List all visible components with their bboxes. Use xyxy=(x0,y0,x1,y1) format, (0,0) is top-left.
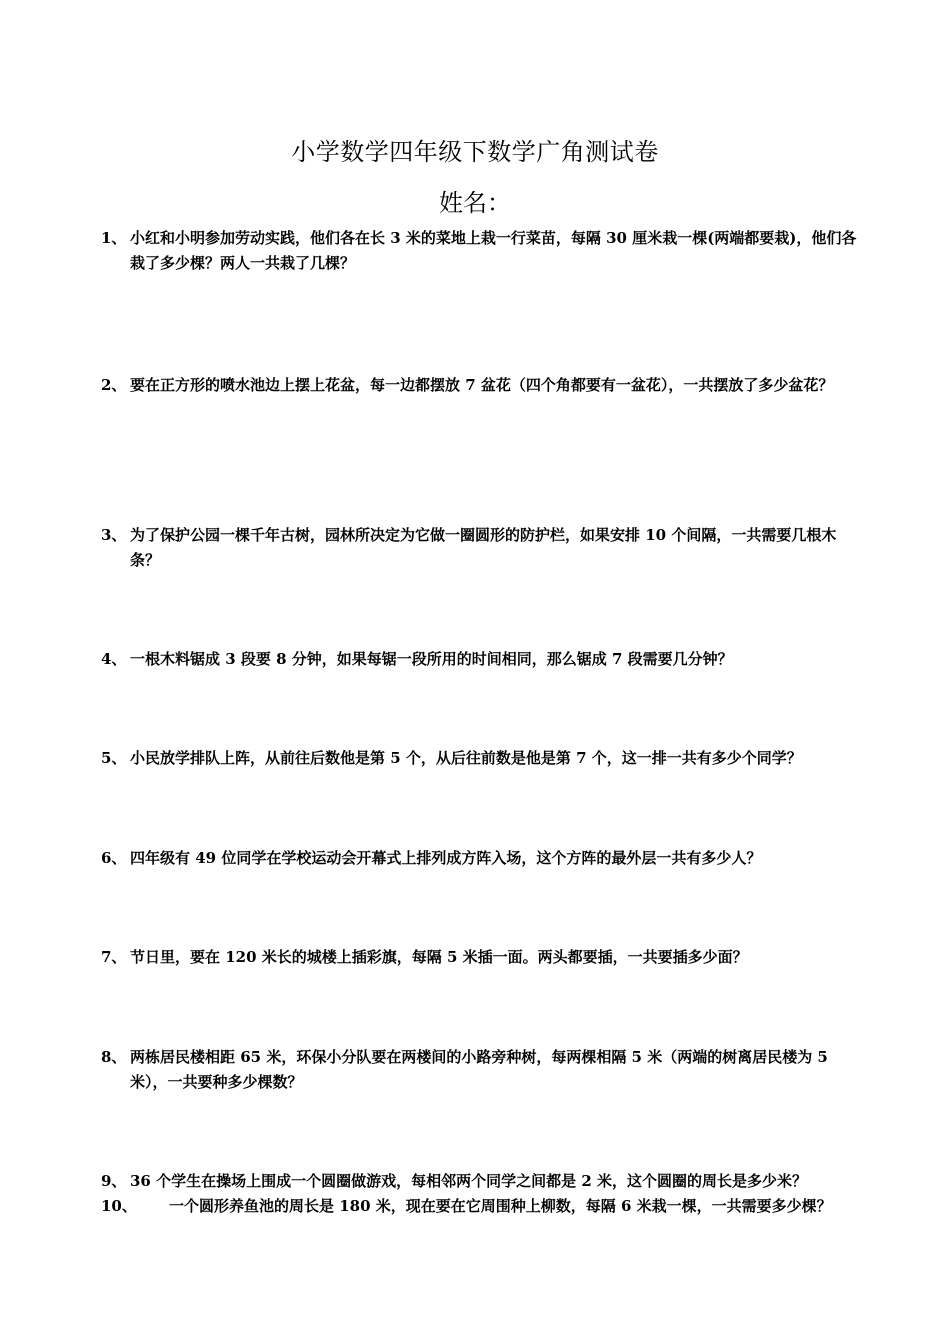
question-number: 2、 xyxy=(101,376,127,394)
question-text: 小民放学排队上阵，从前往后数他是第 5 个，从后往前数是他是第 7 个，这一排一共有多少个同学？ xyxy=(130,749,802,767)
question-number: 3、 xyxy=(101,526,127,544)
question-number: 4、 xyxy=(101,650,127,668)
question-8 xyxy=(101,1045,861,1095)
question-5 xyxy=(101,746,861,771)
question-text: 一根木料锯成 3 段要 8 分钟，如果每锯一段所用的时间相同，那么锯成 7 段需要几分钟？ xyxy=(130,650,733,668)
question-2 xyxy=(101,373,861,398)
question-text: 要在正方形的喷水池边上摆上花盆，每一边都摆放 7 盆花（四个角都要有一盆花），一共摆放了多少盆花？ xyxy=(130,376,834,394)
question-number: 8、 xyxy=(101,1048,127,1066)
question-text: 36 个学生在操场上围成一个圆圈做游戏，每相邻两个同学之间都是 2 米，这个圆圈的周长是多少米？ xyxy=(130,1172,807,1190)
question-text: 节日里，要在 120 米长的城楼上插彩旗，每隔 5 米插一面。两头都要插，一共要插多少面？ xyxy=(130,948,748,966)
question-number: 5、 xyxy=(101,749,127,767)
question-number: 7、 xyxy=(101,948,127,966)
question-number: 10、 xyxy=(101,1197,137,1215)
question-6 xyxy=(101,846,861,871)
question-number: 1、 xyxy=(101,229,127,247)
question-4 xyxy=(101,647,861,672)
question-text: 四年级有 49 位同学在学校运动会开幕式上排列成方阵入场，这个方阵的最外层一共有多少人？ xyxy=(130,849,762,867)
question-9 xyxy=(101,1169,861,1194)
question-text: 一个圆形养鱼池的周长是 180 米，现在要在它周围种上柳数，每隔 6 米栽一棵，一共需要多少棵？ xyxy=(169,1197,832,1215)
question-text: 为了保护公园一棵千年古树，园林所决定为它做一圈圆形的防护栏，如果安排 10 个间隔，一共需要几根木条？ xyxy=(130,526,837,569)
question-10 xyxy=(101,1194,861,1219)
question-number: 6、 xyxy=(101,849,127,867)
question-text: 小红和小明参加劳动实践，他们各在长 3 米的菜地上栽一行菜苗，每隔 30 厘米栽一棵(两端都要栽)，他们各栽了多少棵？两人一共栽了几棵？ xyxy=(130,229,857,272)
question-number: 9、 xyxy=(101,1172,127,1190)
question-text: 两栋居民楼相距 65 米，环保小分队要在两楼间的小路旁种树，每两棵相隔 5 米（两端的树离居民楼为 5 米），一共要种多少棵数？ xyxy=(130,1048,828,1091)
question-7 xyxy=(101,945,861,970)
name-label: 姓名： xyxy=(439,189,511,217)
question-3 xyxy=(101,523,861,573)
question-1 xyxy=(101,226,861,276)
page-title: 小学数学四年级下数学广角测试卷 xyxy=(291,138,659,166)
